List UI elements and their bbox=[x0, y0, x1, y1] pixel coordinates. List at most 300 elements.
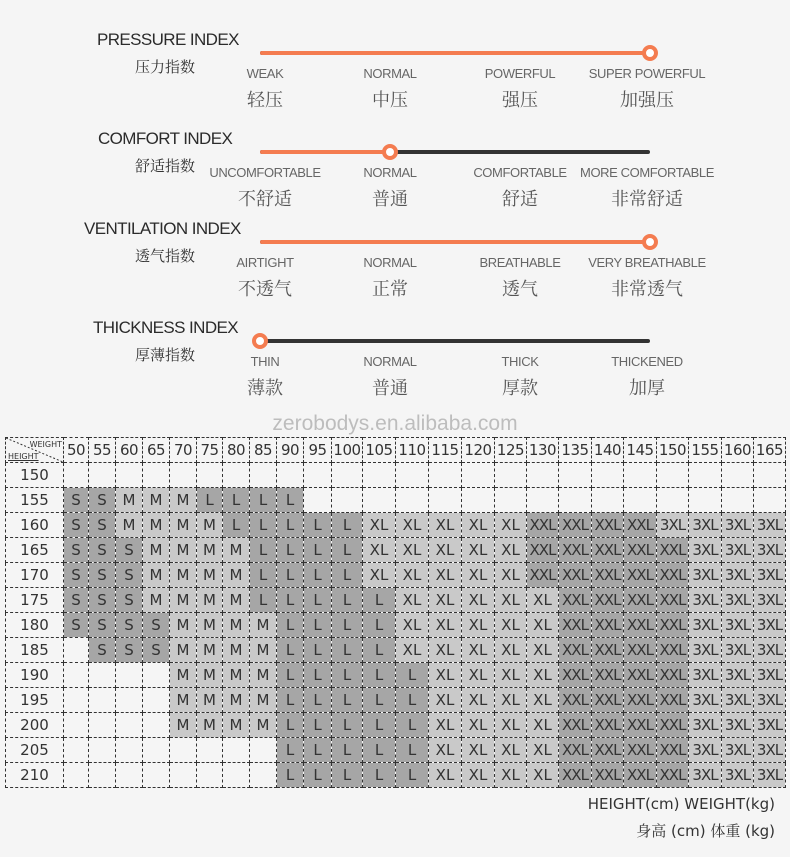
height-header-cell: 205 bbox=[6, 738, 64, 763]
size-cell: XL bbox=[495, 688, 527, 713]
footer-units-en: HEIGHT(cm) WEIGHT(kg) bbox=[587, 795, 775, 813]
size-cell: S bbox=[116, 563, 143, 588]
size-cell: 3XL bbox=[754, 538, 786, 563]
size-cell bbox=[527, 463, 559, 488]
height-header-cell: 180 bbox=[6, 613, 64, 638]
size-cell: XXL bbox=[559, 538, 592, 563]
weight-header-cell: 85 bbox=[250, 438, 277, 463]
size-cell: L bbox=[277, 513, 304, 538]
level-label-en: UNCOMFORTABLE bbox=[209, 165, 321, 180]
weight-header-cell: 115 bbox=[429, 438, 462, 463]
size-cell: XL bbox=[495, 713, 527, 738]
size-cell bbox=[223, 738, 250, 763]
size-cell: M bbox=[116, 513, 143, 538]
weight-header-cell: 105 bbox=[363, 438, 396, 463]
index-knob[interactable] bbox=[252, 333, 268, 349]
index-track-fill bbox=[260, 150, 390, 154]
size-cell: L bbox=[304, 713, 332, 738]
size-cell: S bbox=[116, 538, 143, 563]
weight-header-cell: 90 bbox=[277, 438, 304, 463]
size-cell: XXL bbox=[657, 638, 689, 663]
size-cell: S bbox=[89, 563, 116, 588]
table-row bbox=[6, 488, 786, 513]
size-cell: 3XL bbox=[689, 663, 722, 688]
size-cell bbox=[657, 463, 689, 488]
size-cell: S bbox=[64, 488, 89, 513]
size-cell: M bbox=[143, 513, 170, 538]
size-cell: M bbox=[170, 488, 197, 513]
weight-header-cell: 145 bbox=[624, 438, 657, 463]
size-cell: XL bbox=[462, 638, 495, 663]
size-cell: 3XL bbox=[754, 763, 786, 788]
index-level bbox=[567, 66, 727, 112]
size-cell: M bbox=[197, 613, 223, 638]
size-cell: XL bbox=[527, 588, 559, 613]
level-label-en: POWERFUL bbox=[484, 66, 556, 81]
size-cell: L bbox=[277, 538, 304, 563]
size-cell: L bbox=[332, 588, 363, 613]
weight-header-cell: 150 bbox=[657, 438, 689, 463]
size-cell bbox=[143, 763, 170, 788]
index-knob[interactable] bbox=[382, 144, 398, 160]
size-cell: XL bbox=[527, 688, 559, 713]
size-cell bbox=[250, 738, 277, 763]
size-cell bbox=[624, 463, 657, 488]
size-cell bbox=[592, 488, 624, 513]
size-cell: XXL bbox=[559, 763, 592, 788]
size-cell: XXL bbox=[559, 688, 592, 713]
table-row bbox=[6, 638, 786, 663]
weight-header-cell: 125 bbox=[495, 438, 527, 463]
size-cell: XL bbox=[396, 563, 429, 588]
size-cell: M bbox=[223, 713, 250, 738]
size-cell: 3XL bbox=[722, 763, 754, 788]
size-cell bbox=[89, 763, 116, 788]
height-header-cell: 195 bbox=[6, 688, 64, 713]
index-block-thickness bbox=[0, 318, 790, 413]
size-cell: S bbox=[89, 488, 116, 513]
size-cell: 3XL bbox=[754, 513, 786, 538]
height-header-cell: 150 bbox=[6, 463, 64, 488]
size-cell: L bbox=[277, 763, 304, 788]
index-block-ventilation bbox=[0, 219, 790, 314]
size-cell bbox=[527, 488, 559, 513]
level-label-en: THICK bbox=[501, 354, 539, 369]
size-cell bbox=[143, 663, 170, 688]
size-cell: XXL bbox=[624, 538, 657, 563]
size-cell bbox=[495, 488, 527, 513]
size-cell: L bbox=[363, 713, 396, 738]
size-cell bbox=[143, 713, 170, 738]
size-cell: XXL bbox=[624, 613, 657, 638]
size-cell bbox=[332, 488, 363, 513]
size-cell: XL bbox=[429, 738, 462, 763]
size-cell: XXL bbox=[527, 563, 559, 588]
size-cell bbox=[304, 488, 332, 513]
weight-header-cell: 75 bbox=[197, 438, 223, 463]
size-cell: XXL bbox=[624, 663, 657, 688]
size-cell: M bbox=[223, 613, 250, 638]
weight-header-cell: 135 bbox=[559, 438, 592, 463]
size-cell bbox=[429, 463, 462, 488]
height-header-cell: 170 bbox=[6, 563, 64, 588]
size-cell: M bbox=[250, 613, 277, 638]
weight-header-cell: 70 bbox=[170, 438, 197, 463]
index-title: THICKNESS INDEX bbox=[93, 318, 238, 337]
index-block-comfort bbox=[0, 129, 790, 224]
size-cell: 3XL bbox=[689, 763, 722, 788]
size-cell: XL bbox=[429, 563, 462, 588]
size-cell: XL bbox=[495, 663, 527, 688]
size-cell: M bbox=[170, 538, 197, 563]
table-row bbox=[6, 738, 786, 763]
size-cell: S bbox=[116, 638, 143, 663]
level-label-zh: 强压 bbox=[502, 90, 538, 111]
size-cell: L bbox=[223, 488, 250, 513]
size-cell: XL bbox=[429, 613, 462, 638]
size-cell: M bbox=[250, 688, 277, 713]
weight-header-cell: 50 bbox=[64, 438, 89, 463]
height-header-cell: 165 bbox=[6, 538, 64, 563]
size-cell: 3XL bbox=[722, 613, 754, 638]
size-cell bbox=[462, 463, 495, 488]
size-cell: M bbox=[197, 688, 223, 713]
index-level bbox=[567, 165, 727, 211]
size-cell: L bbox=[277, 588, 304, 613]
size-cell: S bbox=[89, 588, 116, 613]
size-cell: XXL bbox=[657, 538, 689, 563]
size-cell: XXL bbox=[657, 588, 689, 613]
size-cell bbox=[657, 488, 689, 513]
size-cell: L bbox=[250, 488, 277, 513]
level-label-zh: 正常 bbox=[372, 279, 408, 300]
size-cell: XL bbox=[429, 588, 462, 613]
size-cell: XL bbox=[462, 688, 495, 713]
size-cell: 3XL bbox=[754, 638, 786, 663]
size-cell: 3XL bbox=[689, 613, 722, 638]
size-cell: M bbox=[197, 638, 223, 663]
size-cell: XXL bbox=[657, 738, 689, 763]
table-row bbox=[6, 713, 786, 738]
size-cell: XL bbox=[527, 713, 559, 738]
level-label-zh: 轻压 bbox=[247, 90, 283, 111]
size-cell: XXL bbox=[527, 513, 559, 538]
footer-units-zh: 身高 (cm) 体重 (kg) bbox=[636, 822, 775, 840]
size-cell bbox=[64, 713, 89, 738]
size-cell: L bbox=[332, 713, 363, 738]
size-cell: L bbox=[363, 663, 396, 688]
size-cell: L bbox=[304, 688, 332, 713]
size-cell: XL bbox=[495, 588, 527, 613]
size-cell bbox=[64, 638, 89, 663]
size-cell: M bbox=[116, 488, 143, 513]
size-cell: L bbox=[363, 613, 396, 638]
size-cell: L bbox=[396, 713, 429, 738]
size-cell: M bbox=[250, 638, 277, 663]
size-cell bbox=[689, 488, 722, 513]
index-title: COMFORT INDEX bbox=[98, 129, 233, 148]
size-cell bbox=[592, 463, 624, 488]
size-cell: XL bbox=[462, 588, 495, 613]
size-cell: M bbox=[170, 613, 197, 638]
size-cell: XXL bbox=[657, 663, 689, 688]
size-cell: L bbox=[304, 588, 332, 613]
size-cell: XL bbox=[363, 513, 396, 538]
size-cell: 3XL bbox=[722, 513, 754, 538]
size-cell: M bbox=[223, 688, 250, 713]
size-cell bbox=[64, 763, 89, 788]
level-label-en: THICKENED bbox=[611, 354, 683, 369]
level-label-en: NORMAL bbox=[363, 165, 417, 180]
size-cell: XL bbox=[495, 513, 527, 538]
size-cell: XXL bbox=[592, 513, 624, 538]
size-cell: 3XL bbox=[689, 638, 722, 663]
size-cell: XL bbox=[462, 763, 495, 788]
table-row bbox=[6, 563, 786, 588]
size-cell: S bbox=[64, 538, 89, 563]
size-cell: XL bbox=[527, 663, 559, 688]
size-cell: XXL bbox=[592, 763, 624, 788]
size-cell bbox=[89, 713, 116, 738]
corner-height-label: HEIGHT bbox=[8, 452, 39, 461]
size-cell: XL bbox=[429, 763, 462, 788]
size-cell: L bbox=[304, 663, 332, 688]
level-label-en: THIN bbox=[250, 354, 280, 369]
size-cell: L bbox=[363, 638, 396, 663]
index-subtitle: 压力指数 bbox=[135, 58, 196, 76]
size-cell: 3XL bbox=[689, 588, 722, 613]
weight-header-cell: 60 bbox=[116, 438, 143, 463]
size-cell: L bbox=[396, 763, 429, 788]
height-header-cell: 160 bbox=[6, 513, 64, 538]
level-label-en: COMFORTABLE bbox=[473, 165, 567, 180]
size-cell: XXL bbox=[624, 513, 657, 538]
size-cell: M bbox=[223, 663, 250, 688]
size-cell bbox=[64, 663, 89, 688]
level-label-zh: 舒适 bbox=[502, 189, 538, 210]
size-cell: L bbox=[250, 513, 277, 538]
height-header-cell: 190 bbox=[6, 663, 64, 688]
size-cell: XL bbox=[495, 563, 527, 588]
size-cell: M bbox=[143, 563, 170, 588]
level-label-en: MORE COMFORTABLE bbox=[580, 165, 714, 180]
size-cell: XXL bbox=[559, 513, 592, 538]
size-cell: L bbox=[332, 538, 363, 563]
table-row bbox=[6, 688, 786, 713]
size-cell: XXL bbox=[657, 713, 689, 738]
size-cell: L bbox=[332, 763, 363, 788]
level-label-en: NORMAL bbox=[363, 255, 417, 270]
size-cell: XL bbox=[462, 563, 495, 588]
size-cell: XXL bbox=[559, 613, 592, 638]
size-cell: XL bbox=[429, 538, 462, 563]
size-cell: XXL bbox=[592, 613, 624, 638]
size-cell: L bbox=[332, 563, 363, 588]
size-cell bbox=[116, 738, 143, 763]
size-cell: S bbox=[89, 613, 116, 638]
size-cell bbox=[277, 463, 304, 488]
size-cell: M bbox=[143, 488, 170, 513]
size-cell: M bbox=[197, 513, 223, 538]
size-cell: XL bbox=[462, 613, 495, 638]
size-cell: L bbox=[250, 538, 277, 563]
size-cell: S bbox=[64, 563, 89, 588]
size-cell bbox=[170, 763, 197, 788]
index-track-fill bbox=[260, 240, 650, 244]
index-knob[interactable] bbox=[642, 45, 658, 61]
size-cell: XL bbox=[429, 688, 462, 713]
size-cell: M bbox=[223, 538, 250, 563]
size-cell: L bbox=[304, 538, 332, 563]
size-cell: XL bbox=[396, 538, 429, 563]
level-label-zh: 加强压 bbox=[620, 90, 674, 111]
size-cell: L bbox=[332, 688, 363, 713]
size-cell: M bbox=[250, 713, 277, 738]
size-cell: 3XL bbox=[722, 663, 754, 688]
size-cell: XXL bbox=[592, 563, 624, 588]
size-cell: 3XL bbox=[754, 663, 786, 688]
height-header-cell: 155 bbox=[6, 488, 64, 513]
size-cell: L bbox=[332, 638, 363, 663]
index-level bbox=[567, 255, 727, 301]
level-label-zh: 中压 bbox=[372, 90, 408, 111]
size-cell bbox=[396, 463, 429, 488]
size-cell bbox=[223, 463, 250, 488]
size-cell: XL bbox=[462, 663, 495, 688]
size-cell: XXL bbox=[624, 688, 657, 713]
size-cell: L bbox=[363, 688, 396, 713]
size-cell: XL bbox=[396, 613, 429, 638]
table-row bbox=[6, 763, 786, 788]
corner-weight-label: WEIGHT bbox=[29, 440, 62, 449]
level-label-zh: 普通 bbox=[372, 378, 408, 399]
index-subtitle: 厚薄指数 bbox=[135, 346, 196, 364]
size-cell: 3XL bbox=[657, 513, 689, 538]
level-label-en: AIRTIGHT bbox=[236, 255, 294, 270]
size-cell bbox=[250, 463, 277, 488]
size-cell bbox=[363, 463, 396, 488]
size-cell: M bbox=[170, 688, 197, 713]
size-cell: 3XL bbox=[754, 588, 786, 613]
size-cell: XL bbox=[495, 613, 527, 638]
size-cell: XXL bbox=[624, 763, 657, 788]
level-label-zh: 厚款 bbox=[502, 378, 538, 399]
size-cell: XXL bbox=[559, 638, 592, 663]
size-cell bbox=[250, 763, 277, 788]
size-cell: L bbox=[363, 588, 396, 613]
size-cell bbox=[116, 463, 143, 488]
level-label-en: NORMAL bbox=[363, 354, 417, 369]
size-cell: L bbox=[223, 513, 250, 538]
size-cell: XXL bbox=[592, 663, 624, 688]
size-cell: XL bbox=[495, 763, 527, 788]
size-cell: M bbox=[170, 713, 197, 738]
size-cell: XL bbox=[527, 638, 559, 663]
size-cell: XXL bbox=[559, 563, 592, 588]
size-cell: L bbox=[396, 663, 429, 688]
size-cell: L bbox=[277, 663, 304, 688]
weight-header-cell: 100 bbox=[332, 438, 363, 463]
size-cell: L bbox=[250, 563, 277, 588]
size-cell: M bbox=[170, 663, 197, 688]
size-cell: XL bbox=[396, 513, 429, 538]
size-cell bbox=[559, 463, 592, 488]
level-label-zh: 非常透气 bbox=[611, 279, 683, 300]
size-cell: XXL bbox=[624, 563, 657, 588]
size-cell: XXL bbox=[559, 588, 592, 613]
height-header-cell: 175 bbox=[6, 588, 64, 613]
size-cell bbox=[89, 738, 116, 763]
size-cell bbox=[116, 688, 143, 713]
size-cell: L bbox=[332, 613, 363, 638]
size-cell: M bbox=[197, 588, 223, 613]
size-cell: L bbox=[396, 738, 429, 763]
level-label-zh: 不舒适 bbox=[238, 189, 292, 210]
height-header-cell: 185 bbox=[6, 638, 64, 663]
size-cell bbox=[116, 763, 143, 788]
size-cell: 3XL bbox=[722, 588, 754, 613]
size-cell: 3XL bbox=[722, 563, 754, 588]
weight-header-cell: 160 bbox=[722, 438, 754, 463]
size-cell: S bbox=[143, 638, 170, 663]
size-cell: 3XL bbox=[754, 563, 786, 588]
size-cell: XXL bbox=[592, 688, 624, 713]
size-cell bbox=[396, 488, 429, 513]
size-cell: L bbox=[396, 688, 429, 713]
size-cell bbox=[116, 713, 143, 738]
size-cell: XXL bbox=[624, 638, 657, 663]
size-cell bbox=[332, 463, 363, 488]
level-label-zh: 薄款 bbox=[247, 378, 283, 399]
size-cell: L bbox=[277, 638, 304, 663]
table-row bbox=[6, 588, 786, 613]
size-cell: XXL bbox=[592, 638, 624, 663]
watermark: zerobodys.en.alibaba.com bbox=[272, 412, 518, 435]
index-knob[interactable] bbox=[642, 234, 658, 250]
level-label-zh: 加厚 bbox=[629, 378, 665, 399]
size-cell bbox=[143, 738, 170, 763]
size-cell: M bbox=[143, 538, 170, 563]
size-cell: S bbox=[64, 613, 89, 638]
size-cell bbox=[170, 463, 197, 488]
size-cell bbox=[197, 738, 223, 763]
size-cell: M bbox=[223, 563, 250, 588]
size-cell: L bbox=[363, 763, 396, 788]
size-cell: L bbox=[304, 763, 332, 788]
size-cell: XXL bbox=[527, 538, 559, 563]
size-cell: L bbox=[332, 663, 363, 688]
size-cell bbox=[223, 763, 250, 788]
weight-header-cell: 165 bbox=[754, 438, 786, 463]
size-cell: XL bbox=[462, 513, 495, 538]
level-label-en: WEAK bbox=[246, 66, 284, 81]
size-cell bbox=[197, 763, 223, 788]
size-cell: XXL bbox=[624, 713, 657, 738]
size-cell bbox=[495, 463, 527, 488]
size-cell: S bbox=[64, 588, 89, 613]
size-cell: S bbox=[64, 513, 89, 538]
size-cell bbox=[722, 463, 754, 488]
size-cell bbox=[143, 688, 170, 713]
weight-header-cell: 80 bbox=[223, 438, 250, 463]
size-cell: L bbox=[304, 613, 332, 638]
size-cell bbox=[754, 463, 786, 488]
size-cell: 3XL bbox=[689, 563, 722, 588]
size-cell: XXL bbox=[624, 588, 657, 613]
size-cell: XL bbox=[429, 663, 462, 688]
size-cell: S bbox=[89, 513, 116, 538]
index-level bbox=[567, 354, 727, 400]
